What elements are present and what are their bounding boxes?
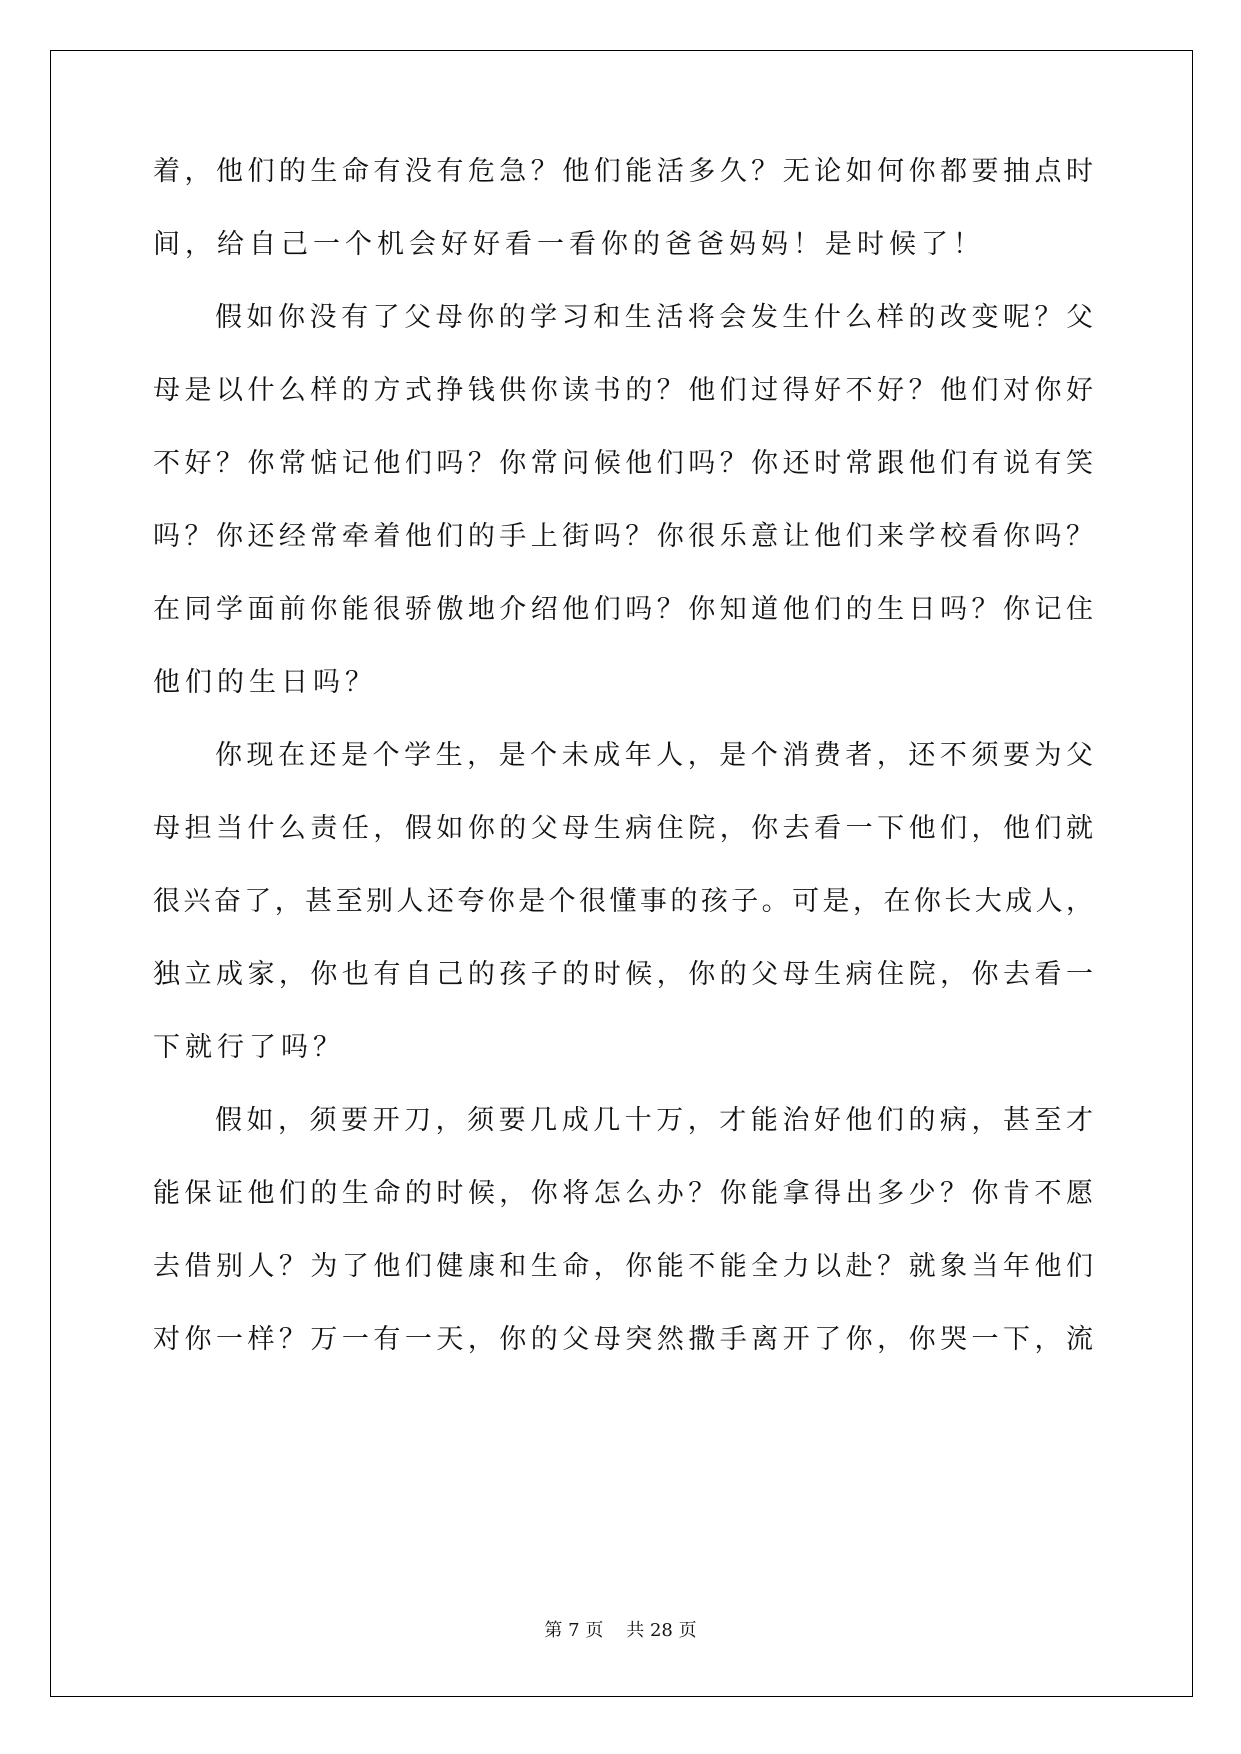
paragraph-first-line: 假如你没有了父母你的学习和生活将会发生什么样的改变呢？父 [215, 302, 1093, 333]
text-line: 吗？你还经常牵着他们的手上街吗？你很乐意让他们来学校看你吗？ [153, 521, 1093, 552]
text-line: 着，他们的生命有没有危急？他们能活多久？无论如何你都要抽点时 [153, 156, 1093, 187]
text-line: 很兴奋了，甚至别人还夸你是个很懂事的孩子。可是，在你长大成人， [153, 886, 1093, 917]
text-line: 去借别人？为了他们健康和生命，你能不能全力以赴？就象当年他们 [153, 1251, 1093, 1282]
total-pages: 共 28 页 [626, 1620, 697, 1641]
text-line: 能保证他们的生命的时候，你将怎么办？你能拿得出多少？你肯不愿 [153, 1178, 1093, 1209]
text-line: 不好？你常惦记他们吗？你常问候他们吗？你还时常跟他们有说有笑 [153, 448, 1093, 479]
text-line: 下就行了吗？ [153, 1032, 345, 1063]
page-number: 第 7 页 [544, 1620, 604, 1641]
paragraph-first-line: 假如，须要开刀，须要几成几十万，才能治好他们的病，甚至才 [215, 1105, 1093, 1136]
text-line: 他们的生日吗？ [153, 667, 377, 698]
page-footer [0, 1619, 1241, 1643]
text-line: 独立成家，你也有自己的孩子的时候，你的父母生病住院，你去看一 [153, 959, 1093, 990]
text-line: 间，给自己一个机会好好看一看你的爸爸妈妈！是时候了！ [153, 229, 985, 260]
paragraph-first-line: 你现在还是个学生，是个未成年人，是个消费者，还不须要为父 [215, 740, 1093, 771]
text-line: 对你一样？万一有一天，你的父母突然撒手离开了你，你哭一下，流 [153, 1324, 1093, 1355]
text-line: 母担当什么责任，假如你的父母生病住院，你去看一下他们，他们就 [153, 813, 1093, 844]
text-line: 母是以什么样的方式挣钱供你读书的？他们过得好不好？他们对你好 [153, 375, 1093, 406]
text-line: 在同学面前你能很骄傲地介绍他们吗？你知道他们的生日吗？你记住 [153, 594, 1093, 625]
